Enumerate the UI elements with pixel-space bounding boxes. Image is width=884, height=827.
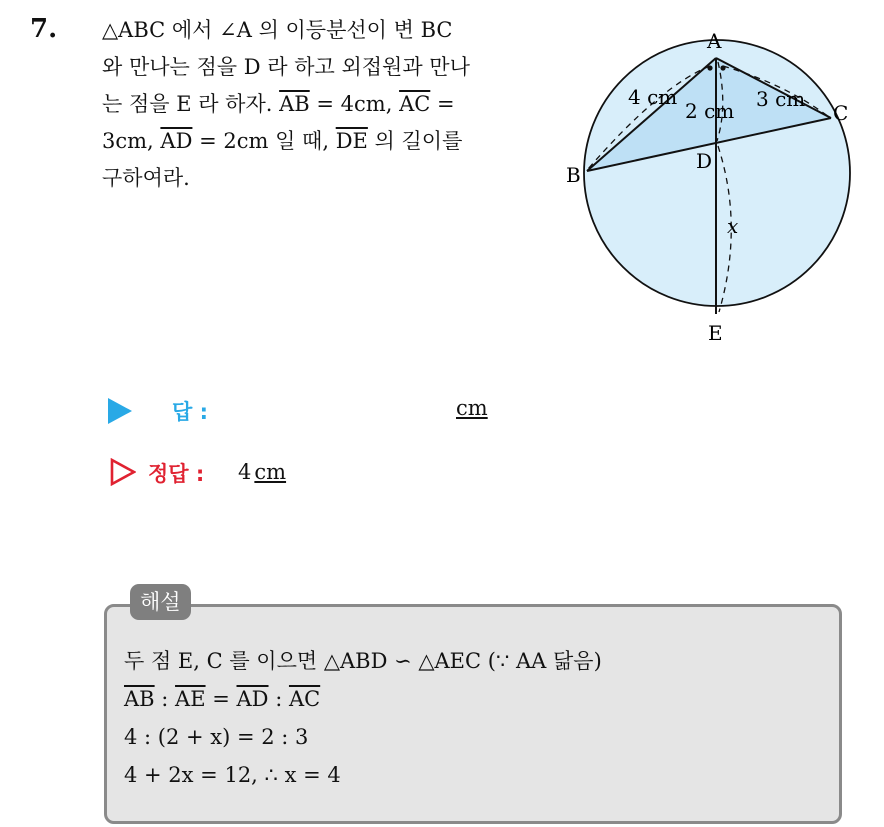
explanation-line-4: 4 + 2x = 12, ∴ x = 4 (124, 763, 341, 787)
question-number: 7. (30, 14, 58, 44)
label-c: C (833, 101, 849, 125)
ac-equals: = (430, 92, 455, 116)
segment-ad-2: $\overline{AD}$ (236, 687, 269, 711)
question-line-1: △ABC 에서 ∠A 의 이등분선이 변 BC (102, 18, 453, 42)
geometry-figure (560, 26, 860, 356)
label-e: E (708, 321, 723, 345)
segment-ac-2: $\overline{AC}$ (288, 687, 321, 711)
ab-value: = 4cm, (309, 92, 393, 116)
question-line-4-end: 의 길이를 (367, 129, 463, 153)
label-b: B (566, 163, 581, 187)
explanation-tag: 해설 (130, 584, 191, 620)
segment-de: $\overline{DE}$ (335, 129, 368, 153)
question-text (102, 12, 540, 197)
question-line-2: 와 만나는 점을 D 라 하고 외접원과 만나 (102, 55, 470, 79)
question-line-5: 구하여라. (102, 166, 190, 190)
label-x: x (727, 214, 739, 238)
question-line-3 (102, 86, 540, 123)
segment-ad: $\overline{AD}$ (160, 129, 193, 153)
label-ad-length: 2 cm (685, 99, 735, 123)
outline-arrow-icon (110, 458, 136, 486)
answer-label: 답 : (172, 400, 208, 424)
segment-ab: $\overline{AB}$ (279, 92, 310, 116)
segment-ab-2: $\overline{AB}$ (124, 687, 155, 711)
explanation-line-1: 두 점 E, C 를 이으면 △ABD ∽ △AEC (∵ AA 닮음) (124, 649, 602, 673)
explanation-content (124, 642, 602, 794)
ratio-colon-2: : (268, 687, 289, 711)
angle-mark-1 (707, 65, 712, 70)
correct-answer-number: 4 (238, 460, 252, 484)
ad-value: = 2cm 일 때, (192, 129, 330, 153)
answer-unit[interactable]: cm (456, 396, 488, 420)
label-ac-length: 3 cm (756, 87, 806, 111)
correct-answer-label: 정답 : (148, 462, 205, 486)
ac-value: 3cm, (102, 129, 154, 153)
play-arrow-icon (108, 398, 132, 424)
segment-ae: $\overline{AE}$ (175, 687, 206, 711)
label-d: D (696, 149, 713, 173)
label-a: A (707, 29, 722, 53)
circle-diagram (560, 26, 860, 356)
correct-answer-unit: cm (254, 460, 287, 484)
correct-answer-value (238, 460, 286, 484)
explanation-line-3: 4 : (2 + x) = 2 : 3 (124, 725, 309, 749)
segment-ac: $\overline{AC}$ (399, 92, 431, 116)
ratio-equals: = (205, 687, 237, 711)
ratio-colon-1: : (154, 687, 176, 711)
explanation-line-2 (124, 680, 602, 718)
question-line-3-text: 는 점을 E 라 하자. (102, 92, 273, 116)
label-ab-length: 4 cm (628, 85, 678, 109)
angle-mark-2 (720, 65, 725, 70)
question-line-4 (102, 123, 540, 160)
